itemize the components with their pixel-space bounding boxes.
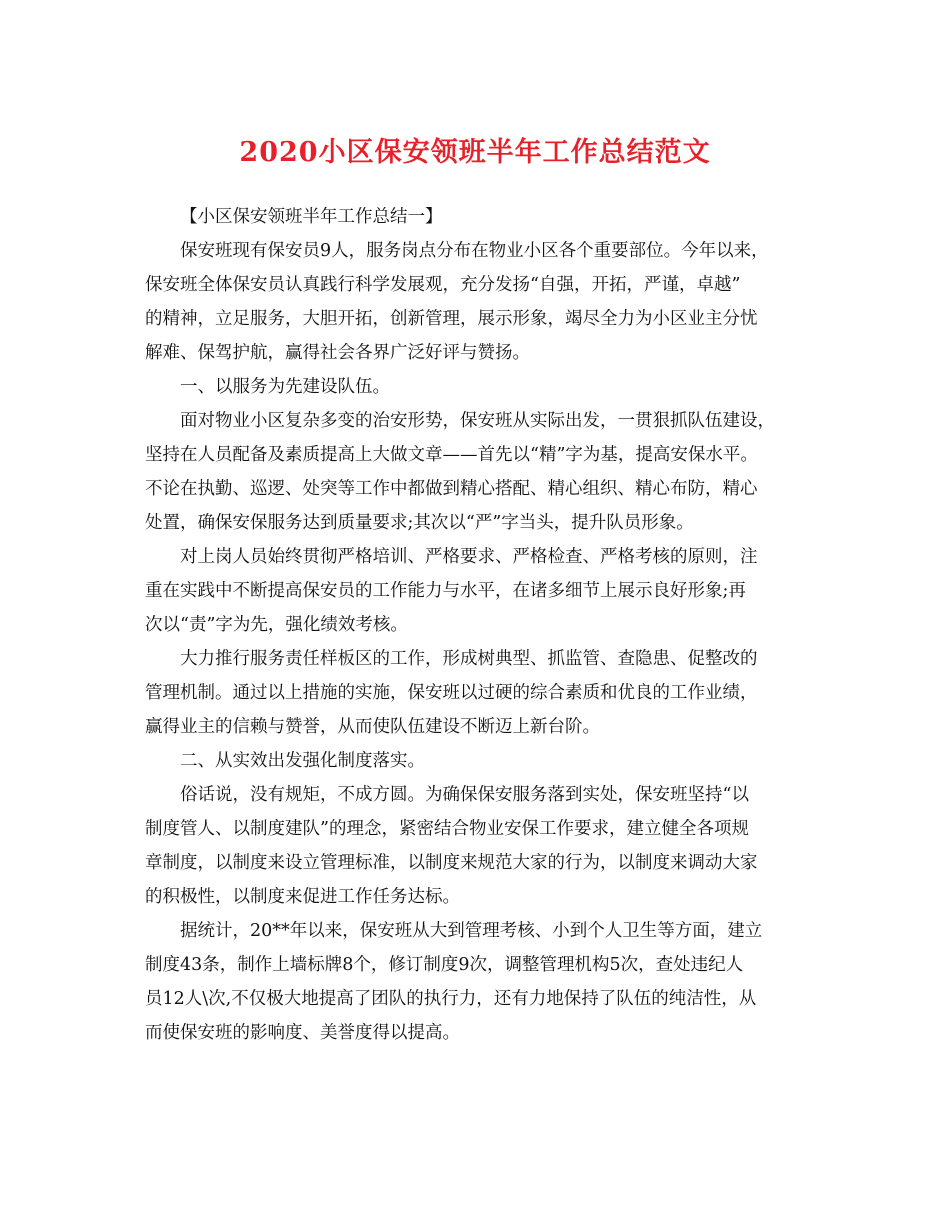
paragraph: 面对物业小区复杂多变的治安形势，保安班从实际出发，一贯狠抓队伍建设， 坚持在人员配备及素质提高上大做文章——首先以“精”字为基，提高安保水平。 不论在执勤、巡逻、处突等工作中都做到精心搭配、精心组织、精心布防，精心 处置，确保安保服务达到质量要求;其次以“严”字当头，提升队员形象。 xyxy=(145,411,775,533)
paragraph: 保安班现有保安员9人，服务岗点分布在物业小区各个重要部位。今年以来， 保安班全体保安员认真践行科学发展观，充分发扬“自强，开拓，严谨，卓越” 的精神，立足服务，大胆开拓，创新管理，展示形象，竭尽全力为小区业主分忧 解难、保驾护航，赢得社会各界广泛好评与赞扬。 xyxy=(145,241,769,363)
paragraph: 据统计，20**年以来，保安班从大到管理考核、小到个人卫生等方面，建立 制度43条，制作上墙标牌8个，修订制度9次，调整管理机构5次，查处违纪人 员12人\次,不仅极大地提高了团队的执行力，还有力地保持了队伍的纯洁性，从 而使保安班的影响度、美誉度得以提高。 xyxy=(145,921,763,1043)
section-subheading: 二、从实效出发强化制度落实。 xyxy=(180,751,425,771)
paragraph: 大力推行服务责任样板区的工作，形成树典型、抓监管、查隐患、促整改的 管理机制。通过以上措施的实施，保安班以过硬的综合素质和优良的工作业绩， 赢得业主的信赖与赞誉，从而使队伍建设不断迈上新台阶。 xyxy=(145,649,758,737)
document-body xyxy=(145,200,810,1050)
section-subheading: 一、以服务为先建设队伍。 xyxy=(180,377,390,397)
section-heading: 【小区保安领班半年工作总结一】 xyxy=(180,207,443,227)
paragraph: 对上岗人员始终贯彻严格培训、严格要求、严格检查、严格考核的原则，注 重在实践中不断提高保安员的工作能力与水平，在诸多细节上展示良好形象;再 次以“责”字为先，强化绩效考核。 xyxy=(145,547,758,635)
paragraph: 俗话说，没有规矩，不成方圆。为确保保安服务落到实处，保安班坚持“以 制度管人、以制度建队”的理念，紧密结合物业安保工作要求，建立健全各项规 章制度，以制度来设立管理标准，以制度来规范大家的行为，以制度来调动大家 的积极性，以制度来促进工作任务达标。 xyxy=(145,785,758,907)
document-title: 2020小区保安领班半年工作总结范文 xyxy=(239,137,711,168)
